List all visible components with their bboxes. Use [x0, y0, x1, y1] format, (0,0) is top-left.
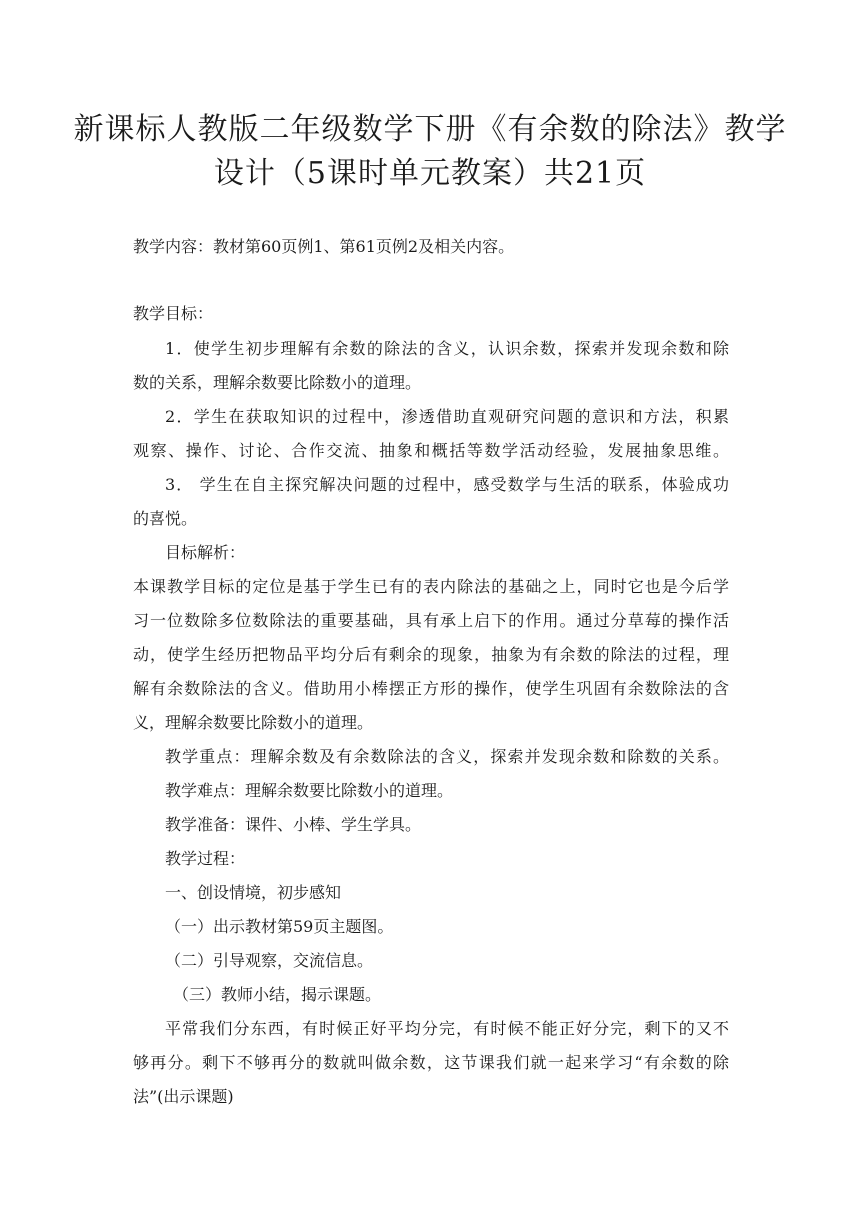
step-1: （一）出示教材第59页主题图。	[165, 917, 394, 936]
teaching-content: 教学内容：教材第60页例1、第61页例2及相关内容。	[133, 237, 515, 256]
analysis-heading: 目标解析：	[165, 543, 246, 562]
objectives-heading: 教学目标：	[133, 304, 214, 323]
analysis-line3: 动，使学生经历把物品平均分后有剩余的现象，抽象为有余数的除法的过程，理	[133, 645, 729, 664]
analysis-line2: 习一位数除多位数除法的重要基础，具有承上启下的作用。通过分草莓的操作活	[133, 611, 729, 630]
objective-2-line2: 观察、操作、讨论、合作交流、抽象和概括等数学活动经验，发展抽象思维。	[133, 441, 729, 460]
analysis-line1: 本课教学目标的定位是基于学生已有的表内除法的基础之上，同时它也是今后学	[133, 577, 729, 596]
objective-1-line1: 1．使学生初步理解有余数的除法的含义，认识余数，探索并发现余数和除	[165, 339, 729, 358]
process-heading: 教学过程：	[165, 849, 246, 868]
difficult-point: 教学难点：理解余数要比除数小的道理。	[165, 781, 454, 800]
closing-line1: 平常我们分东西，有时候正好平均分完，有时候不能正好分完，剩下的又不	[165, 1019, 729, 1038]
analysis-line4: 解有余数除法的含义。借助用小棒摆正方形的操作，使学生巩固有余数除法的含	[133, 679, 729, 698]
objective-3-line1: 3． 学生在自主探究解决问题的过程中，感受数学与生活的联系，体验成功	[165, 475, 729, 494]
analysis-line5: 义，理解余数要比除数小的道理。	[133, 713, 374, 732]
closing-line2: 够再分。剩下不够再分的数就叫做余数，这节课我们就一起来学习“有余数的除	[133, 1053, 729, 1072]
step-2: （二）引导观察，交流信息。	[165, 951, 374, 970]
objective-1-line2: 数的关系，理解余数要比除数小的道理。	[133, 373, 422, 392]
objective-2-line1: 2．学生在获取知识的过程中，渗透借助直观研究问题的意识和方法，积累	[165, 407, 729, 426]
section-1-heading: 一、创设情境，初步感知	[165, 883, 342, 902]
key-point: 教学重点：理解余数及有余数除法的含义，探索并发现余数和除数的关系。	[165, 747, 729, 766]
objective-3-line2: 的喜悦。	[133, 509, 198, 528]
step-3: （三）教师小结，揭示课题。	[173, 985, 382, 1004]
document-title-line1: 新课标人教版二年级数学下册《有余数的除法》教学	[73, 112, 787, 147]
document-title-line2: 设计（5课时单元教案）共21页	[213, 156, 647, 191]
preparation: 教学准备：课件、小棒、学生学具。	[165, 815, 422, 834]
closing-line3: 法”(出示课题)	[133, 1087, 234, 1106]
